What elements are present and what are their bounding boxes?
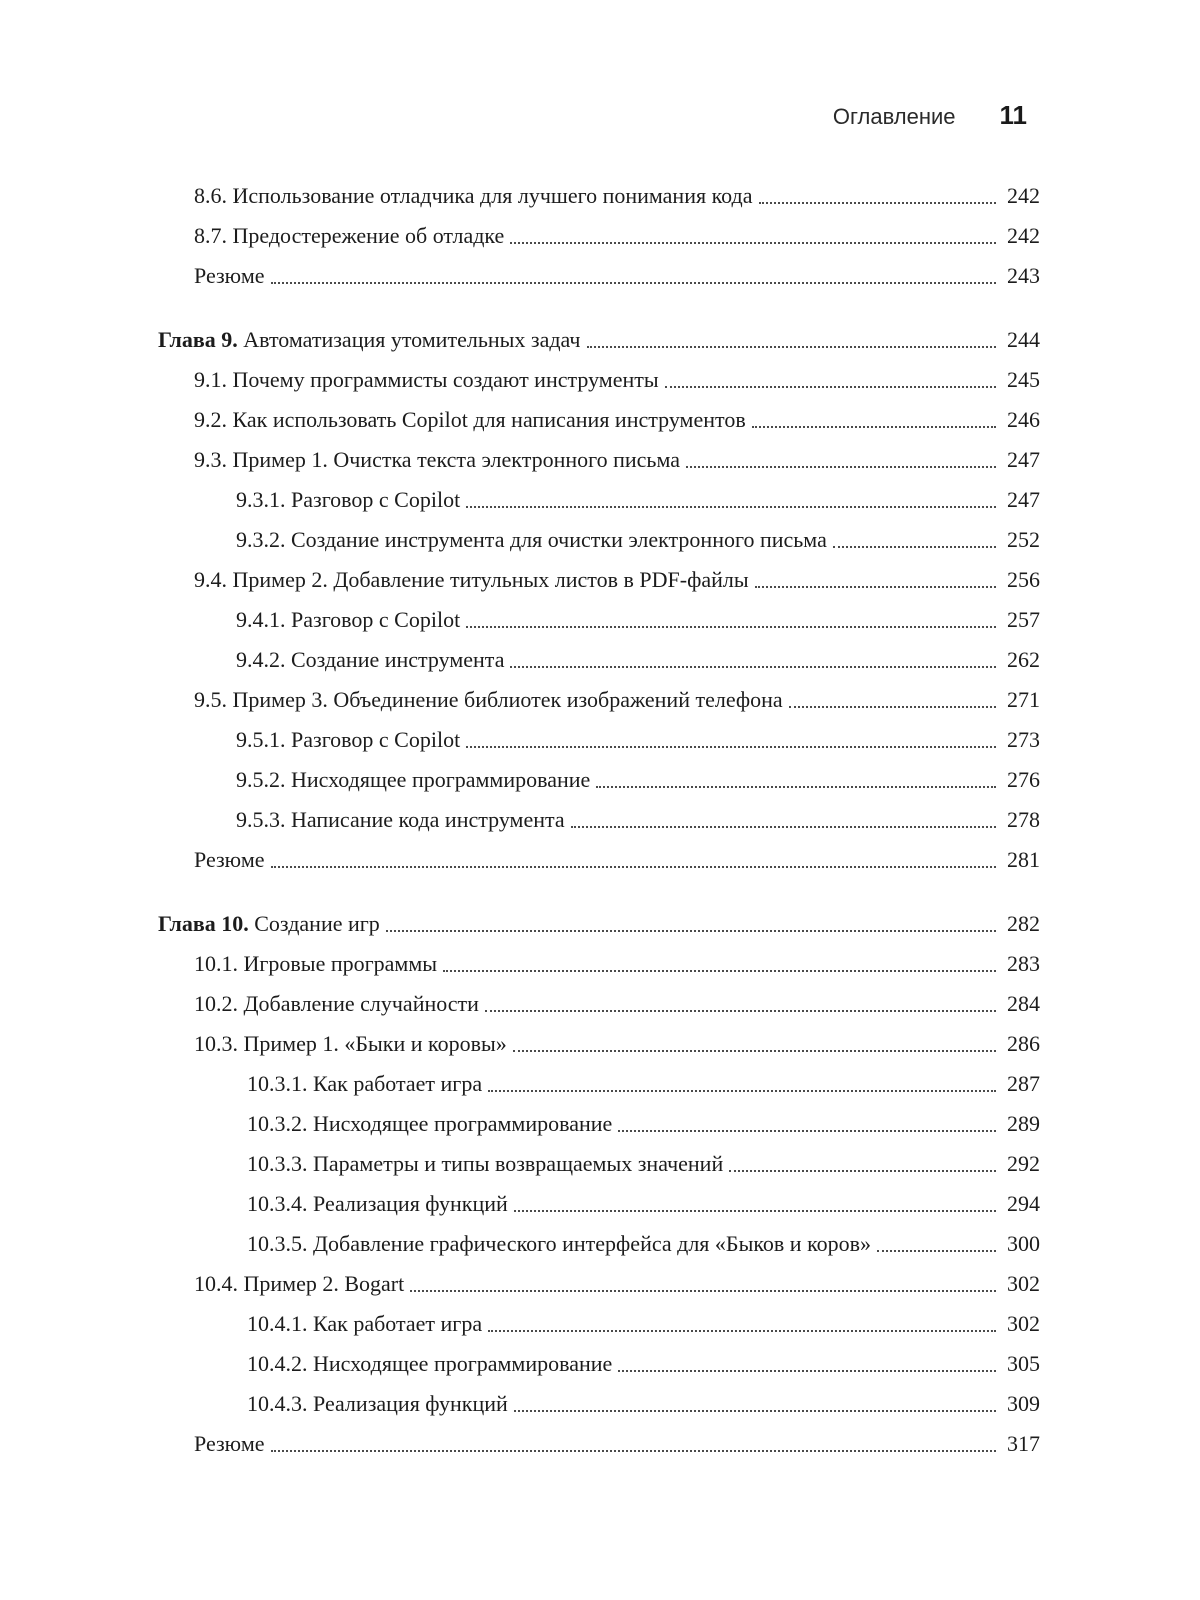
toc-entry	[0, 1144, 1200, 1184]
toc-entry	[0, 1064, 1200, 1104]
toc-entry	[0, 400, 1200, 440]
toc-entry	[0, 176, 1200, 216]
dot-leader	[271, 281, 996, 284]
toc-entry	[0, 600, 1200, 640]
toc-entry-text: 8.7. Предостережение об отладке	[194, 223, 505, 248]
toc-page-number: 273	[1007, 727, 1040, 752]
toc-entry-title	[194, 984, 479, 1024]
dot-leader	[514, 1209, 996, 1212]
toc-entry-title	[194, 1024, 507, 1064]
toc-entry-title	[247, 1224, 871, 1264]
toc-entry-text: 10.3.4. Реализация функций	[247, 1191, 508, 1216]
dot-leader	[729, 1169, 996, 1172]
dot-leader	[833, 545, 996, 548]
dot-leader	[443, 969, 996, 972]
toc-entry	[0, 1224, 1200, 1264]
toc-entry	[0, 640, 1200, 680]
toc-page-number: 282	[1007, 911, 1040, 936]
toc-entry-text: 9.1. Почему программисты создают инструменты	[194, 367, 659, 392]
toc-entry-text: 9.5.1. Разговор с Copilot	[236, 727, 461, 752]
toc-page-number: 244	[1007, 327, 1040, 352]
toc-entry-title	[247, 1104, 612, 1144]
toc-page-number: 278	[1007, 807, 1040, 832]
toc-page-number: 292	[1007, 1151, 1040, 1176]
dot-leader	[587, 345, 996, 348]
toc-entry-text: 10.3.3. Параметры и типы возвращаемых значений	[247, 1151, 724, 1176]
toc-chapter-entry	[0, 320, 1200, 360]
toc-entry-text: 9.4.2. Создание инструмента	[236, 647, 505, 672]
toc-entry	[0, 360, 1200, 400]
toc-page-number: 302	[1007, 1271, 1040, 1296]
dot-leader	[596, 785, 996, 788]
dot-leader	[510, 241, 996, 244]
toc-entry-text: Автоматизация утомительных задач	[237, 327, 581, 352]
toc-entry	[0, 560, 1200, 600]
toc-entry-text: 10.4.1. Как работает игра	[247, 1311, 483, 1336]
toc-entry	[0, 1184, 1200, 1224]
toc-entry-text: 10.1. Игровые программы	[194, 951, 438, 976]
toc-entry-text: 10.3. Пример 1. «Быки и коровы»	[194, 1031, 507, 1056]
toc-entry-text: Резюме	[194, 263, 265, 288]
toc-entry-text: 9.5.3. Написание кода инструмента	[236, 807, 565, 832]
toc-page-number: 294	[1007, 1191, 1040, 1216]
dot-leader	[877, 1249, 996, 1252]
toc-entry-title	[194, 440, 680, 480]
toc-page-number: 289	[1007, 1111, 1040, 1136]
toc-page-number: 247	[1007, 447, 1040, 472]
toc-page-number: 246	[1007, 407, 1040, 432]
toc-page-number: 300	[1007, 1231, 1040, 1256]
toc-entry-title	[194, 944, 437, 984]
toc-entry-title	[194, 680, 783, 720]
toc-entry-title	[247, 1064, 482, 1104]
toc-entry-title	[194, 360, 659, 400]
dot-leader	[485, 1009, 996, 1012]
toc-page-number: 257	[1007, 607, 1040, 632]
toc-page-number: 286	[1007, 1031, 1040, 1056]
toc-entry	[0, 1384, 1200, 1424]
toc-page-number: 245	[1007, 367, 1040, 392]
toc-section	[0, 320, 1200, 880]
running-title: Оглавление	[832, 104, 956, 129]
dot-leader	[618, 1129, 996, 1132]
chapter-number: Глава 9.	[158, 327, 238, 352]
dot-leader	[271, 1449, 996, 1452]
toc-entry-text: Резюме	[194, 1431, 265, 1456]
toc-entry-title	[247, 1344, 612, 1384]
toc-entry	[0, 216, 1200, 256]
dot-leader	[488, 1089, 996, 1092]
dot-leader	[386, 929, 996, 932]
toc-entry-title	[194, 840, 265, 880]
toc-page-number: 309	[1007, 1391, 1040, 1416]
dot-leader	[686, 465, 996, 468]
toc-entry	[0, 720, 1200, 760]
toc-entry-title	[194, 176, 753, 216]
dot-leader	[514, 1409, 996, 1412]
toc-page-number: 281	[1007, 847, 1040, 872]
toc-entry-title	[236, 600, 460, 640]
toc-entry-title	[247, 1144, 723, 1184]
toc-entry-text: 9.3.1. Разговор с Copilot	[236, 487, 461, 512]
toc-entry-text: 10.3.2. Нисходящее программирование	[247, 1111, 613, 1136]
toc-entry-text: 10.4.3. Реализация функций	[247, 1391, 508, 1416]
page-number: 11	[999, 100, 1027, 130]
toc-page-number: 252	[1007, 527, 1040, 552]
dot-leader	[665, 385, 996, 388]
toc-page-number: 243	[1007, 263, 1040, 288]
toc-chapter-entry	[0, 904, 1200, 944]
dot-leader	[513, 1049, 996, 1052]
dot-leader	[510, 665, 996, 668]
dot-leader	[759, 201, 997, 204]
toc-entry-title	[236, 520, 827, 560]
toc-page-number: 276	[1007, 767, 1040, 792]
toc-entry	[0, 800, 1200, 840]
toc-entry	[0, 256, 1200, 296]
toc-entry	[0, 1344, 1200, 1384]
toc-entry-title	[236, 760, 590, 800]
toc-entry	[0, 984, 1200, 1024]
toc-entry-title	[236, 800, 565, 840]
toc-entry	[0, 1424, 1200, 1464]
toc-entry-title	[247, 1184, 508, 1224]
dot-leader	[789, 705, 996, 708]
toc-entry-title	[236, 720, 460, 760]
toc-entry	[0, 1024, 1200, 1064]
toc-entry-title	[194, 256, 265, 296]
toc-entry	[0, 1264, 1200, 1304]
toc-entry-title	[236, 640, 504, 680]
toc-entry-text: 9.3. Пример 1. Очистка текста электронного письма	[194, 447, 680, 472]
toc-section	[0, 176, 1200, 296]
toc-page-number: 256	[1007, 567, 1040, 592]
toc-page-number: 271	[1007, 687, 1040, 712]
toc-entry-text: 9.5.2. Нисходящее программирование	[236, 767, 591, 792]
toc-page-number: 305	[1007, 1351, 1040, 1376]
dot-leader	[466, 625, 996, 628]
toc-entry	[0, 760, 1200, 800]
table-of-contents	[0, 176, 1200, 1488]
toc-entry	[0, 944, 1200, 984]
toc-entry-title	[194, 400, 746, 440]
toc-entry	[0, 1304, 1200, 1344]
toc-page-number: 242	[1007, 223, 1040, 248]
toc-entry-text: 10.3.1. Как работает игра	[247, 1071, 483, 1096]
running-head	[833, 100, 1027, 131]
toc-entry-title	[194, 216, 504, 256]
toc-page-number: 283	[1007, 951, 1040, 976]
chapter-number: Глава 10.	[158, 911, 249, 936]
toc-entry	[0, 480, 1200, 520]
toc-page-number: 262	[1007, 647, 1040, 672]
toc-entry-text: Создание игр	[248, 911, 380, 936]
toc-entry-text: Резюме	[194, 847, 265, 872]
toc-section	[0, 904, 1200, 1464]
toc-entry-title	[194, 560, 749, 600]
dot-leader	[488, 1329, 996, 1332]
dot-leader	[755, 585, 996, 588]
toc-entry-text: 9.4.1. Разговор с Copilot	[236, 607, 461, 632]
dot-leader	[466, 745, 996, 748]
toc-entry	[0, 840, 1200, 880]
toc-entry-text: 9.4. Пример 2. Добавление титульных листов в PDF-файлы	[194, 567, 749, 592]
dot-leader	[410, 1289, 996, 1292]
toc-page-number: 317	[1007, 1431, 1040, 1456]
toc-entry-title	[194, 1424, 265, 1464]
toc-page-number: 287	[1007, 1071, 1040, 1096]
dot-leader	[466, 505, 996, 508]
toc-entry	[0, 520, 1200, 560]
toc-entry-text: 9.2. Как использовать Copilot для написания инструментов	[194, 407, 746, 432]
toc-entry-text: 10.3.5. Добавление графического интерфейса для «Быков и коров»	[247, 1231, 872, 1256]
toc-entry-title	[247, 1304, 482, 1344]
dot-leader	[752, 425, 996, 428]
dot-leader	[618, 1369, 996, 1372]
dot-leader	[271, 865, 996, 868]
toc-entry-title	[247, 1384, 508, 1424]
toc-entry-text: 10.2. Добавление случайности	[194, 991, 479, 1016]
dot-leader	[571, 825, 996, 828]
toc-page-number: 284	[1007, 991, 1040, 1016]
toc-page-number: 242	[1007, 183, 1040, 208]
toc-entry	[0, 1104, 1200, 1144]
toc-entry-title	[236, 480, 460, 520]
toc-entry-text: 9.5. Пример 3. Объединение библиотек изображений телефона	[194, 687, 783, 712]
toc-page-number: 302	[1007, 1311, 1040, 1336]
toc-entry-title	[158, 320, 581, 360]
toc-entry	[0, 680, 1200, 720]
toc-entry-text: 10.4.2. Нисходящее программирование	[247, 1351, 613, 1376]
toc-entry-text: 8.6. Использование отладчика для лучшего понимания кода	[194, 183, 753, 208]
toc-entry-text: 10.4. Пример 2. Bogart	[194, 1271, 405, 1296]
toc-entry	[0, 440, 1200, 480]
toc-entry-text: 9.3.2. Создание инструмента для очистки электронного письма	[236, 527, 827, 552]
toc-entry-title	[194, 1264, 404, 1304]
toc-page-number: 247	[1007, 487, 1040, 512]
toc-entry-title	[158, 904, 380, 944]
